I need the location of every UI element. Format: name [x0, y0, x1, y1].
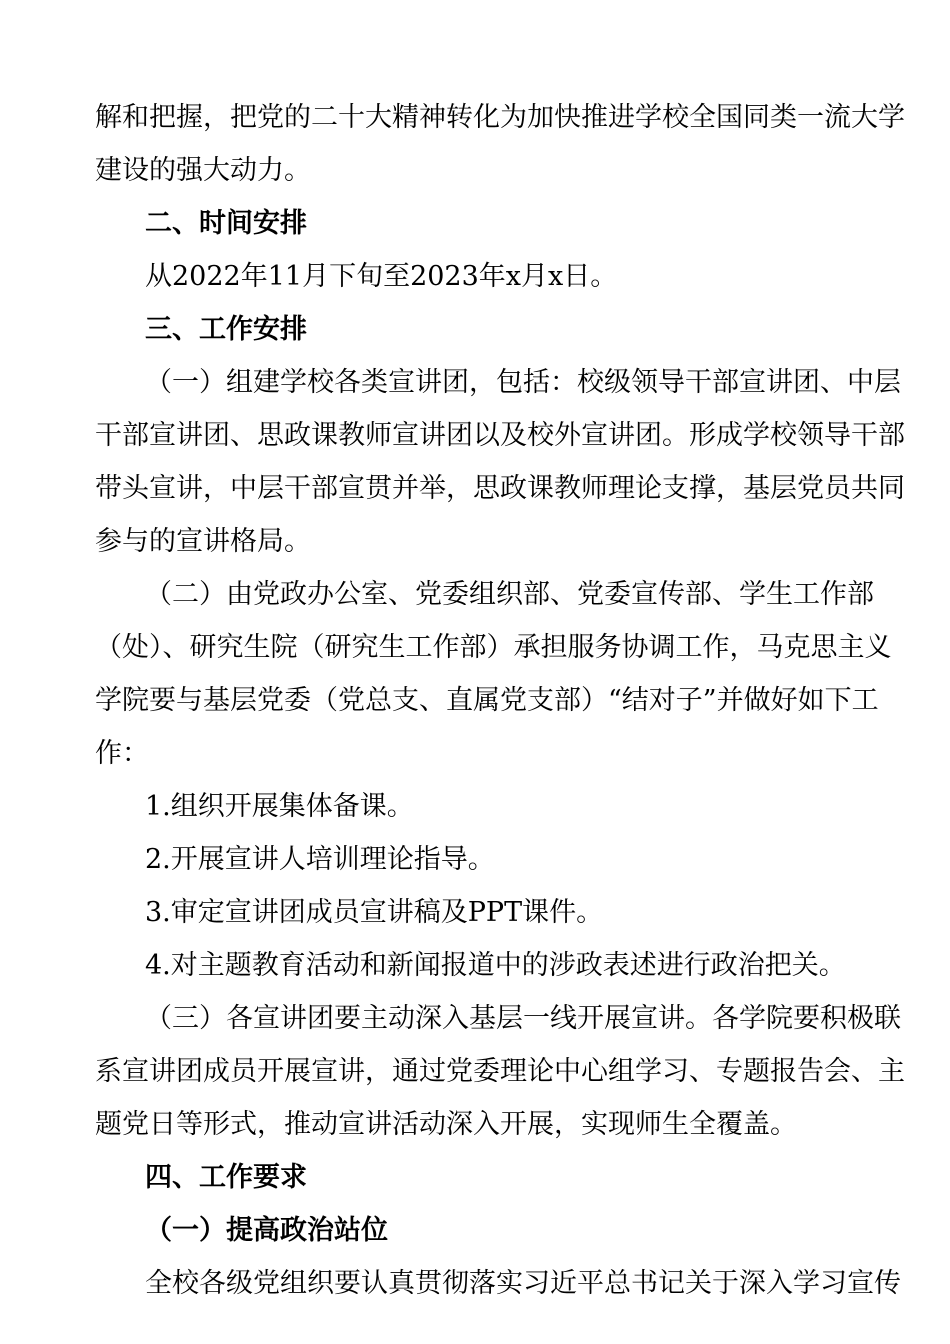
list-item: 3.审定宣讲团成员宣讲稿及PPT课件。 [145, 897, 604, 928]
body-text-line: （二）由党政办公室、党委组织部、党委宣传部、学生工作部 [145, 579, 874, 610]
section-heading: 四、工作要求 [145, 1162, 307, 1193]
subsection-heading: （一）提高政治站位 [145, 1215, 388, 1246]
body-text-line: 全校各级党组织要认真贯彻落实习近平总书记关于深入学习宣传 [145, 1268, 901, 1299]
body-text-line: 题党日等形式，推动宣讲活动深入开展，实现师生全覆盖。 [95, 1109, 797, 1140]
body-text-line: 作： [95, 738, 149, 769]
list-item: 1.组织开展集体备课。 [145, 791, 414, 822]
body-text-line: 建设的强大动力。 [95, 155, 311, 186]
body-text-line: （一）组建学校各类宣讲团，包括：校级领导干部宣讲团、中层 [145, 367, 901, 398]
body-text-line: 带头宣讲，中层干部宣贯并举，思政课教师理论支撑，基层党员共同 [95, 473, 905, 504]
body-text-line: 解和把握，把党的二十大精神转化为加快推进学校全国同类一流大学 [95, 102, 905, 133]
body-text-line: 系宣讲团成员开展宣讲，通过党委理论中心组学习、专题报告会、主 [95, 1056, 905, 1087]
body-text-line: 干部宣讲团、思政课教师宣讲团以及校外宣讲团。形成学校领导干部 [95, 420, 905, 451]
body-text-line: （三）各宣讲团要主动深入基层一线开展宣讲。各学院要积极联 [145, 1003, 901, 1034]
list-item: 2.开展宣讲人培训理论指导。 [145, 844, 495, 875]
body-text-line: 从2022年11月下旬至2023年x月x日。 [145, 261, 618, 292]
list-item: 4.对主题教育活动和新闻报道中的涉政表述进行政治把关。 [145, 950, 846, 981]
body-text-line: （处）、研究生院（研究生工作部）承担服务协调工作，马克思主义 [95, 632, 892, 663]
section-heading: 三、工作安排 [145, 314, 307, 345]
body-text-line: 学院要与基层党委（党总支、直属党支部）“结对子”并做好如下工 [95, 685, 879, 716]
section-heading: 二、时间安排 [145, 208, 307, 239]
body-text-line: 参与的宣讲格局。 [95, 526, 311, 557]
